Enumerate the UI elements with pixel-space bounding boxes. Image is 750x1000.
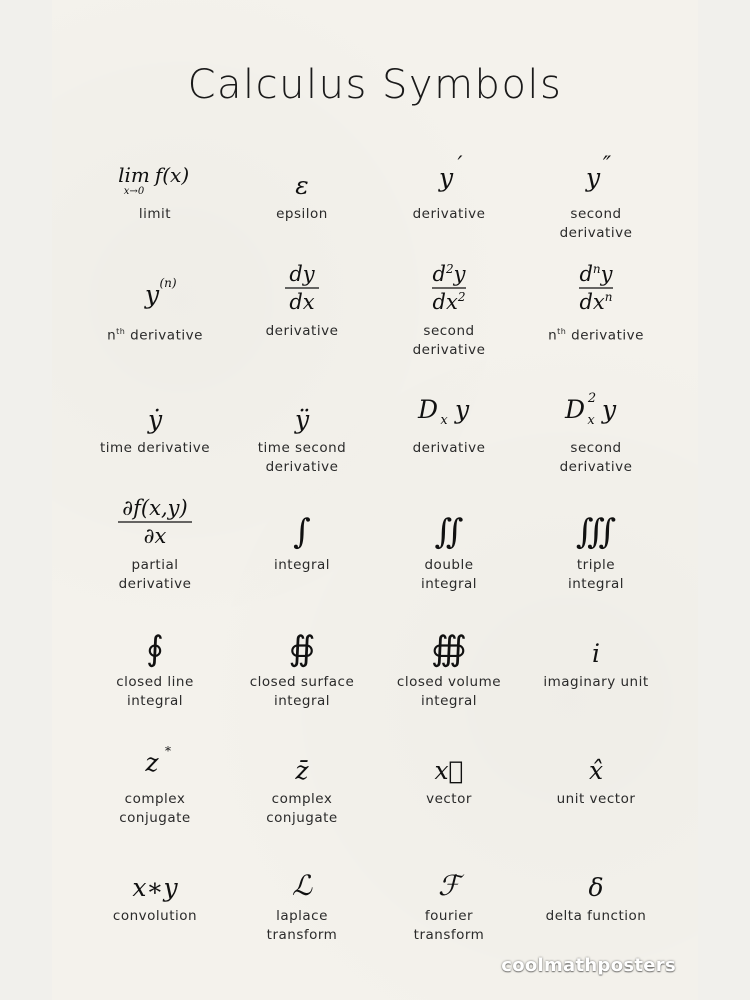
symbol-cell-laplace-transform (227, 842, 377, 945)
symbol-label: laplace transform (266, 908, 338, 943)
limit-function: f(x) (154, 163, 190, 187)
symbol-cell-closed-surface-integral (227, 608, 377, 711)
symbol-cell-derivative-operator (374, 374, 524, 458)
operator-subscript: x (440, 413, 448, 428)
symbol-cell-second-derivative-leibniz (374, 257, 524, 360)
symbol-superscript: * (165, 744, 171, 758)
limit-subscript: x→0 (123, 186, 145, 197)
symbol-cell-delta-function (521, 842, 671, 926)
symbol-cell-closed-volume-integral (374, 608, 524, 711)
symbol-prime-mark: ′ (457, 153, 463, 178)
symbol-cell-triple-integral (521, 491, 671, 594)
symbol-laplace-transform (227, 842, 377, 900)
fraction-numerator: dy (289, 262, 315, 286)
symbol-label: second derivative (412, 323, 486, 358)
fraction-numerator: $d^ny$ (579, 262, 613, 286)
symbol-fourier-transform (374, 842, 524, 900)
symbol-glyph: x∗y (132, 873, 178, 902)
symbol-label (80, 322, 230, 346)
symbol-base: y (438, 163, 454, 192)
fraction-denominator: $dx^n$ (579, 290, 613, 314)
symbol-cell-complex-conjugate-bar (227, 725, 377, 828)
limit-lim: lim (118, 163, 150, 187)
symbol-base: y (144, 280, 160, 309)
symbol-nth-derivative-leibniz (521, 257, 671, 315)
label-superscript: th (557, 327, 567, 336)
symbol-label (521, 322, 671, 346)
label-prefix: n (548, 327, 558, 344)
symbol-derivative-operator (374, 374, 524, 432)
label-superscript: th (116, 327, 126, 336)
symbol-label: closed surface integral (249, 674, 355, 709)
symbol-integral (227, 491, 377, 552)
poster-title: Calculus Symbols (187, 62, 563, 108)
symbol-glyph: ∯ (288, 629, 316, 669)
symbol-label: derivative (412, 440, 486, 456)
symbol-second-derivative-operator (521, 374, 671, 432)
symbol-label: integral (273, 557, 331, 573)
symbol-glyph: ∭ (575, 512, 617, 552)
symbol-glyph: ℒ (291, 869, 313, 902)
symbol-label: double integral (420, 557, 478, 592)
symbol-derivative-prime (374, 140, 524, 198)
symbol-cell-second-derivative-prime (521, 140, 671, 243)
operator-subscript: x (587, 413, 595, 428)
symbol-time-derivative (80, 374, 230, 432)
symbol-glyph: δ (588, 873, 604, 902)
symbol-derivative-leibniz (227, 257, 377, 315)
symbol-nth-derivative (80, 257, 230, 315)
symbol-cell-time-second-derivative (227, 374, 377, 477)
symbol-glyph: ε (295, 171, 309, 200)
symbol-cell-imaginary-unit (521, 608, 671, 692)
symbol-label: second derivative (559, 440, 633, 475)
symbol-limit (80, 140, 230, 198)
symbol-partial-derivative (80, 491, 230, 549)
symbol-prime-mark: ″ (602, 153, 612, 178)
symbol-epsilon (227, 140, 377, 198)
operator-d: D (417, 395, 439, 424)
label-prefix: n (107, 327, 117, 344)
symbol-label: closed volume integral (396, 674, 502, 709)
symbol-vector (374, 725, 524, 783)
symbol-glyph: ẏ (147, 405, 163, 434)
symbol-label: epsilon (276, 206, 328, 222)
symbol-label: imaginary unit (543, 674, 649, 690)
operator-superscript: 2 (587, 391, 597, 406)
symbol-label: closed line integral (116, 674, 194, 709)
symbol-label: derivative (265, 323, 339, 339)
symbol-glyph: x̂ (588, 756, 604, 785)
operator-operand: y (601, 395, 617, 424)
symbol-superscript: (n) (159, 276, 177, 290)
fraction-numerator: ∂f(x,y) (122, 496, 188, 520)
symbol-cell-derivative-leibniz (227, 257, 377, 341)
symbol-triple-integral (521, 491, 671, 552)
operator-d: D (564, 395, 586, 424)
label-suffix: derivative (125, 327, 203, 344)
symbol-label: time derivative (99, 440, 211, 456)
symbol-label: convolution (112, 908, 198, 924)
symbol-cell-convolution (80, 842, 230, 926)
symbol-glyph: ÿ (294, 405, 310, 434)
symbol-glyph: ∰ (431, 629, 467, 669)
symbol-glyph: ∫ (293, 512, 311, 552)
symbol-cell-epsilon (227, 140, 377, 224)
symbol-glyph: z̄ (295, 756, 309, 785)
symbol-cell-closed-line-integral (80, 608, 230, 711)
symbol-label: delta function (545, 908, 647, 924)
symbol-unit-vector (521, 725, 671, 783)
symbol-label: vector (426, 791, 472, 807)
watermark: coolmathposters (501, 955, 676, 976)
symbol-imaginary-unit (521, 608, 671, 666)
symbol-cell-time-derivative (80, 374, 230, 458)
symbol-complex-conjugate-star (80, 725, 230, 783)
symbol-complex-conjugate-bar (227, 725, 377, 783)
symbol-cell-integral (227, 491, 377, 575)
symbol-label: triple integral (567, 557, 625, 592)
symbol-label: derivative (412, 206, 486, 222)
label-suffix: derivative (566, 327, 644, 344)
symbol-label: limit (138, 206, 172, 222)
symbol-cell-complex-conjugate-star (80, 725, 230, 828)
symbol-glyph: i (592, 639, 600, 668)
symbol-second-derivative-leibniz (374, 257, 524, 315)
symbol-cell-double-integral (374, 491, 524, 594)
symbol-delta-function (521, 842, 671, 900)
operator-operand: y (454, 395, 470, 424)
symbol-cell-vector (374, 725, 524, 809)
symbol-base: z (145, 748, 159, 777)
symbol-cell-limit (80, 140, 230, 224)
symbol-cell-partial-derivative (80, 491, 230, 594)
symbol-time-second-derivative (227, 374, 377, 432)
symbol-base: y (585, 163, 601, 192)
symbol-glyph: ∮ (146, 629, 164, 669)
symbol-closed-volume-integral (374, 608, 524, 669)
symbol-cell-fourier-transform (374, 842, 524, 945)
fraction-denominator: ∂x (143, 524, 167, 548)
symbol-closed-line-integral (80, 608, 230, 669)
symbol-cell-second-derivative-operator (521, 374, 671, 477)
symbol-convolution (80, 842, 230, 900)
symbol-label: second derivative (559, 206, 633, 241)
fraction-numerator: $d^2y$ (432, 262, 466, 286)
symbol-label: partial derivative (118, 557, 192, 592)
symbol-closed-surface-integral (227, 608, 377, 669)
symbol-label: complex conjugate (266, 791, 338, 826)
symbol-glyph: ∬ (434, 512, 464, 552)
symbol-cell-nth-derivative (80, 257, 230, 346)
symbol-cell-nth-derivative-leibniz (521, 257, 671, 346)
symbol-glyph: ℱ (437, 869, 460, 902)
symbol-label: time second derivative (257, 440, 347, 475)
symbol-glyph: x⃗ (434, 756, 464, 785)
fraction-denominator: $dx^2$ (432, 290, 466, 314)
symbol-label: fourier transform (413, 908, 485, 943)
symbol-label: complex conjugate (119, 791, 191, 826)
symbol-double-integral (374, 491, 524, 552)
symbol-label: unit vector (556, 791, 636, 807)
symbol-cell-unit-vector (521, 725, 671, 809)
symbol-second-derivative-prime (521, 140, 671, 198)
fraction-denominator: dx (289, 290, 315, 314)
symbol-cell-derivative-prime (374, 140, 524, 224)
